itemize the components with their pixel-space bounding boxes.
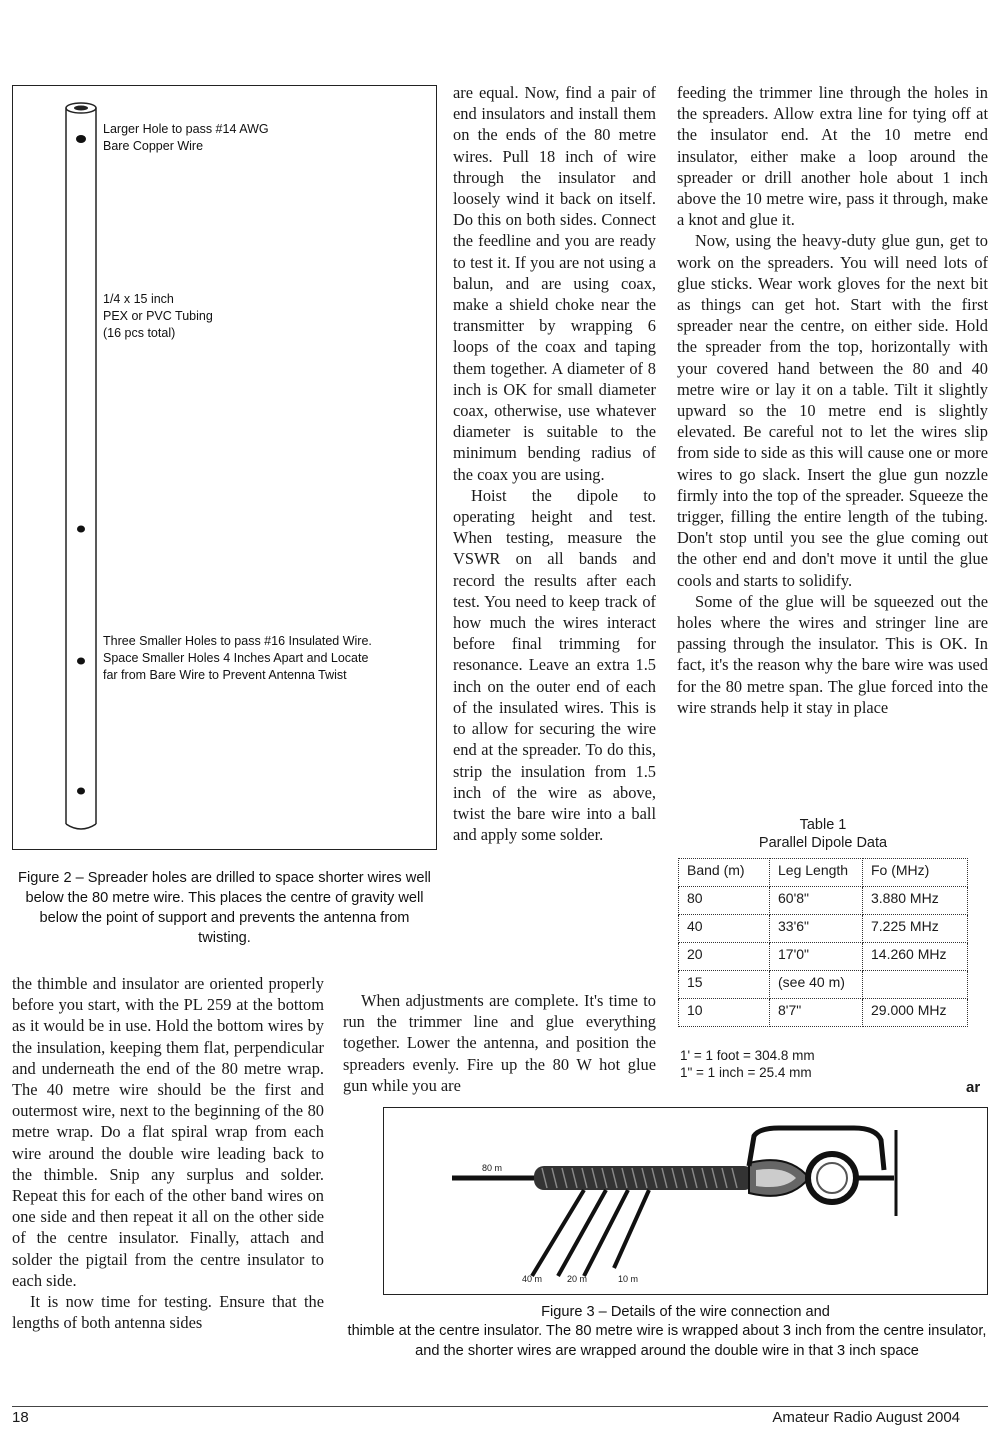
table-1-title: Table 1: [799, 817, 847, 833]
end-mark: ar: [966, 1079, 981, 1096]
column-1-text: [12, 973, 324, 1333]
table-row: [679, 999, 968, 1027]
paragraph: the thimble and insulator are oriented properly before you start, with the PL 259 at the bottom as it would be in use. Hold the bottom wires by the insulation, keeping them flat, perpendicular and underneath the end of the 80 metre wrap. The 40 metre wire should be the first and outermost wire, next to the beginning of the 80 metre wrap. Do a flat spiral wrap from each wire around the double wire leading back to the thimble. Snip any surplus and solder. Repeat this for each of the other band wires on one side and then repeat it all on the other side of the centre insulator. Finally, attach and solder the pigtail from the centre insulator to each side.: [12, 974, 324, 1290]
figure-3-caption: thimble at the centre insulator. The 80 metre wire is wrapped about 3 inch from the centre insulator, and the shorter wires are wrapped around the double wire in that 3 inch space: [347, 1323, 987, 1359]
figure-2: [12, 85, 437, 850]
paragraph: Now, using the heavy-duty glue gun, get to work on the spreaders. You will need lots of glue sticks. Wear work gloves for the next bit as things can get hot. Start with the first spreader near the centre, on either side. Hold the spreader from the top, horizontally with your covered hand between the 80 and 40 metre wire or lay it on a table. Tilt it slightly upward so the 10 metre end is slightly elevated. Be careful not to let the wires slip from side to side as this will cause one or more wires to go slack. Insert the glue gun nozzle firmly into the top of the spreader. Squeeze the trigger, filling the entire length of the tubing. Don't stop until you see the glue coming out the other end and don't move it until the glue cools and starts to solidify.: [677, 231, 988, 590]
table-row: [679, 887, 968, 915]
label-larger-hole: Larger Hole to pass #14 AWG Bare Copper Wire: [103, 122, 269, 153]
table-cell: 40: [679, 915, 770, 943]
table-cell: 3.880 MHz: [863, 887, 968, 915]
spreader-tube-illustration: [48, 96, 128, 836]
label-80m: 80 m: [482, 1163, 503, 1173]
table-cell: 15: [679, 971, 770, 999]
header-cell: Fo (MHz): [863, 859, 968, 887]
table-cell: 20: [679, 943, 770, 971]
page-number: 18: [12, 1409, 29, 1426]
wire-connection-illustration: [384, 1108, 986, 1293]
figure-3: [383, 1107, 988, 1295]
table-header-row: [679, 859, 968, 887]
label-tubing: 1/4 x 15 inch PEX or PVC Tubing (16 pcs total): [103, 292, 213, 340]
table-1-subtitle: Parallel Dipole Data: [758, 835, 888, 851]
publication-title: Amateur Radio August 2004: [772, 1409, 960, 1426]
footer-rule: [12, 1406, 988, 1407]
label-10m: 10 m: [618, 1274, 639, 1284]
table-cell: 60'8": [770, 887, 863, 915]
paragraph: Some of the glue will be squeezed out the holes where the wires and stringer line are passing through the insulator. This is OK. In fact, it's the reason why the bare wire was used for the 80 metre span. The glue forced into the wire strands help it stay in place: [677, 591, 988, 717]
column-2-continued-text: [343, 990, 656, 1096]
table-cell: [863, 971, 968, 999]
paragraph: It is now time for testing. Ensure that the lengths of both antenna sides: [12, 1292, 324, 1333]
label-smaller-holes: Three Smaller Holes to pass #16 Insulated Wire. Space Smaller Holes 4 Inches Apart and Locate far from Bare Wire to Prevent Antenna Twist: [103, 634, 372, 682]
table-cell: 7.225 MHz: [863, 915, 968, 943]
column-2-text: [453, 82, 656, 845]
column-3-text: [677, 82, 988, 718]
table-note-foot: 1' = 1 foot = 304.8 mm: [680, 1048, 815, 1063]
header-cell: Leg Length: [770, 859, 863, 887]
table-cell: 14.260 MHz: [863, 943, 968, 971]
paragraph: feeding the trimmer line through the holes in the spreaders. Allow extra line for tying off at the insulator end. At the 10 metre end insulator, either make a loop around the spreader or drill another hole about 1 inch above the 10 metre wire, pass it through, make a knot and glue it.: [677, 83, 988, 230]
label-40m: 40 m: [522, 1274, 543, 1284]
table-cell: 29.000 MHz: [863, 999, 968, 1027]
table-note-inch: 1" = 1 inch = 25.4 mm: [680, 1065, 812, 1080]
table-row: [679, 915, 968, 943]
table-row: [679, 971, 968, 999]
table-cell: 80: [679, 887, 770, 915]
label-20m: 20 m: [567, 1274, 588, 1284]
figure-2-caption: Figure 2 – Spreader holes are drilled to space shorter wires well below the 80 metre wire. This places the centre of gravity well below the point of support and prevents the antenna from twisting.: [18, 870, 431, 946]
parallel-dipole-table: [678, 858, 968, 1027]
header-cell: Band (m): [679, 859, 770, 887]
paragraph: When adjustments are complete. It's time to run the trimmer line and glue everything together. Lower the antenna, and position the spreaders evenly. Fire up the 80 W hot glue gun while you are: [343, 991, 656, 1095]
table-cell: (see 40 m): [770, 971, 863, 999]
paragraph: are equal. Now, find a pair of end insulators and install them on the ends of the 80 metre wires. Pull 18 inch of wire through the insulator and loosely wind it back on itself. Do this on both sides. Connect the feedline and you are ready to test it. If you are not using a balun, and are using coax, make a shield choke near the transmitter by wrapping 6 loops of the coax and taping them together. A diameter of 8 inch is OK for small diameter coax, otherwise, use whatever diameter is suitable to the minimum bending radius of the coax you are using.: [453, 83, 656, 484]
table-cell: 33'6": [770, 915, 863, 943]
table-row: [679, 943, 968, 971]
table-cell: 8'7": [770, 999, 863, 1027]
figure-3-caption-line1: Figure 3 – Details of the wire connection and: [541, 1304, 830, 1320]
paragraph: Hoist the dipole to operating height and test. When testing, measure the VSWR on all bands and record the results after each test. You need to keep track of how much the wires interact before final trimming for resonance. Leave an extra 1.5 inch on the outer end of each of the insulated wires. This is to allow for securing the wire end at the spreader. To do this, strip the insulation from 1.5 inch of the wire as above, twist the bare wire into a ball and apply some solder.: [453, 485, 656, 845]
table-cell: 17'0": [770, 943, 863, 971]
table-cell: 10: [679, 999, 770, 1027]
